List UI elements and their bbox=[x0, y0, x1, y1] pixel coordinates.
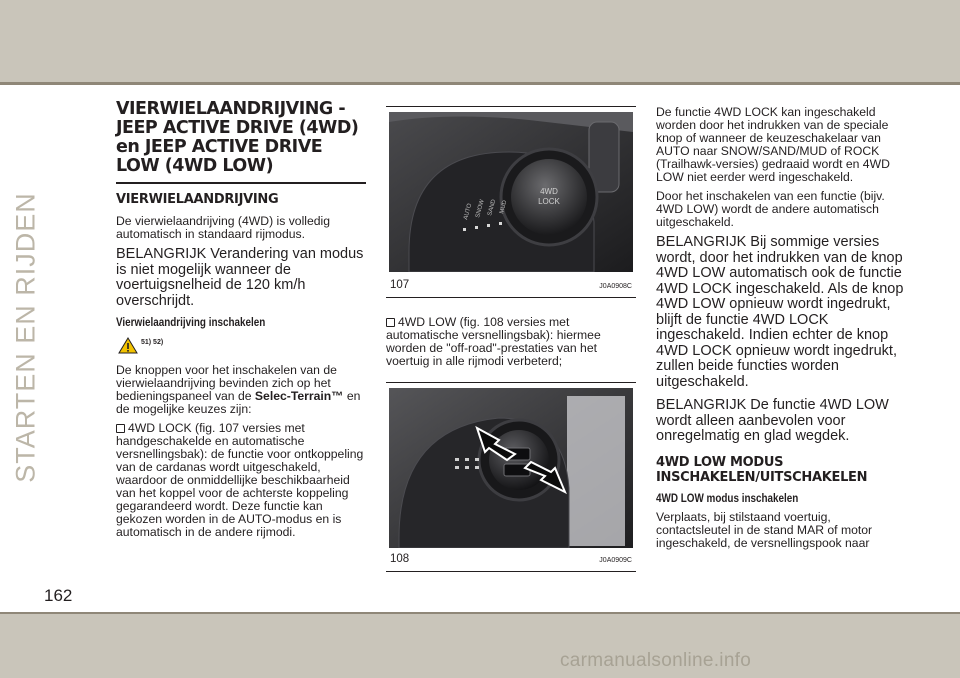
body-paragraph bbox=[116, 364, 366, 416]
watermark-text: carmanualsonline.info bbox=[560, 650, 752, 671]
knob-label-text-2: LOCK bbox=[538, 197, 560, 206]
list-item-text: 4WD LOW (fig. 108 versies met automatische versnellingsbak): hiermee worden de "off-road"-prestaties van het voertuig in alle rijmodi verbeterd; bbox=[386, 315, 601, 368]
console-knob-illustration bbox=[389, 112, 633, 272]
mode-sand-text: SAND bbox=[487, 198, 498, 217]
paragraph-engage: Verplaats, bij stilstaand voertuig, contactsleutel in de stand MAR of motor ingeschakeld, de versnellingspook naar bbox=[656, 509, 873, 550]
page-number: 162 bbox=[44, 586, 73, 605]
sub-heading: Vierwielaandrijving inschakelen bbox=[116, 317, 266, 329]
column-1 bbox=[116, 100, 366, 545]
figure-code: J0A0908C bbox=[599, 283, 632, 290]
body-text-start: De knoppen voor het inschakelen van de vierwielaandrijving bevinden zich op het bedieningspaneel van de bbox=[116, 363, 337, 403]
mode-snow-text: SNOW bbox=[475, 198, 486, 219]
warning-reference bbox=[118, 337, 366, 354]
body-text-bold: Selec-Terrain™ bbox=[254, 389, 344, 403]
warning-triangle-icon bbox=[118, 337, 138, 354]
intro-paragraph: De vierwielaandrijving (4WD) is volledig automatisch in standaard rijmodus. bbox=[116, 214, 331, 241]
figure-number: 107 bbox=[390, 279, 410, 291]
top-band-rule bbox=[0, 82, 960, 85]
list-item-text: 4WD LOCK (fig. 107 versies met handgeschakelde en automatische versnellingsbak): de functie voor ontkoppeling van de cardanas wordt uitgeschakeld, waardoor de onmiddellijke beschikbaarheid van het koppel voor de achterste koppeling gegarandeerd wordt. Deze functie kan gekozen worden in de AUTO-modus en is automatisch in de andere rijmodi. bbox=[116, 421, 364, 539]
photo-4wd-lock-knob bbox=[389, 112, 633, 272]
list-item-4wd-lock bbox=[116, 422, 366, 539]
checkbox-bullet-icon bbox=[116, 424, 125, 433]
warning-refs: 51) 52) bbox=[141, 339, 164, 346]
top-band bbox=[0, 0, 960, 82]
checkbox-bullet-icon bbox=[386, 318, 395, 327]
list-item-4wd-low bbox=[386, 316, 636, 368]
knob-label-text: 4WD bbox=[540, 187, 558, 196]
body-text-end: en de mogelijke keuzes zijn: bbox=[116, 389, 361, 416]
column-3 bbox=[656, 106, 906, 556]
mode-mud-text: MUD bbox=[499, 199, 509, 215]
important-note-2: BELANGRIJK De functie 4WD LOW wordt alleen aanbevolen voor onregelmatig en glad wegdek. bbox=[656, 397, 889, 444]
section-subtitle: VIERWIELAANDRIJVING bbox=[116, 192, 279, 207]
sub-heading-4wd-low: 4WD LOW modus inschakelen bbox=[656, 492, 799, 505]
column-2 bbox=[386, 106, 636, 572]
important-note: BELANGRIJK Verandering van modus is niet mogelijk wanneer de voertuigsnelheid de 120 km/h overschrijdt. bbox=[116, 246, 364, 309]
figure-107 bbox=[386, 106, 636, 298]
figure-number: 108 bbox=[390, 553, 410, 565]
console-buttons-illustration bbox=[389, 388, 633, 548]
paragraph-4wd-lock: De functie 4WD LOCK kan ingeschakeld worden door het indrukken van de speciale knop of wanneer de keuzeschakelaar van AUTO naar SNOW/SAND/MUD of ROCK (Trailhawk-versies) gedraaid wordt en 4WD LOW niet eerder werd ingeschakeld. bbox=[656, 105, 890, 184]
bottom-band bbox=[0, 614, 960, 678]
section-title: VIERWIELAANDRIJVING - JEEP ACTIVE DRIVE (4WD) en JEEP ACTIVE DRIVE LOW (4WD LOW) bbox=[116, 100, 366, 184]
figure-code: J0A0909C bbox=[599, 557, 632, 564]
figure-108 bbox=[386, 382, 636, 572]
paragraph-switch: Door het inschakelen van een functie (bijv. 4WD LOW) wordt de andere automatisch uitgeschakeld. bbox=[656, 189, 885, 229]
photo-4wd-low-button bbox=[389, 388, 633, 548]
section-heading-4wd-low: 4WD LOW MODUS INSCHAKELEN/UITSCHAKELEN bbox=[656, 454, 868, 485]
mode-auto-text: AUTO bbox=[463, 202, 474, 221]
important-note-1: BELANGRIJK Bij sommige versies wordt, door het indrukken van de knop 4WD LOW automatisch ook de functie 4WD LOCK ingeschakeld. Als de knop 4WD LOW opnieuw wordt ingedrukt, blijft de functie 4WD LOCK ingeschakeld. Indien echter de knop 4WD LOCK opnieuw wordt ingedrukt, zullen beide functies worden uitgeschakeld. bbox=[656, 234, 904, 390]
chapter-side-title: STARTEN EN RIJDEN bbox=[10, 192, 41, 483]
